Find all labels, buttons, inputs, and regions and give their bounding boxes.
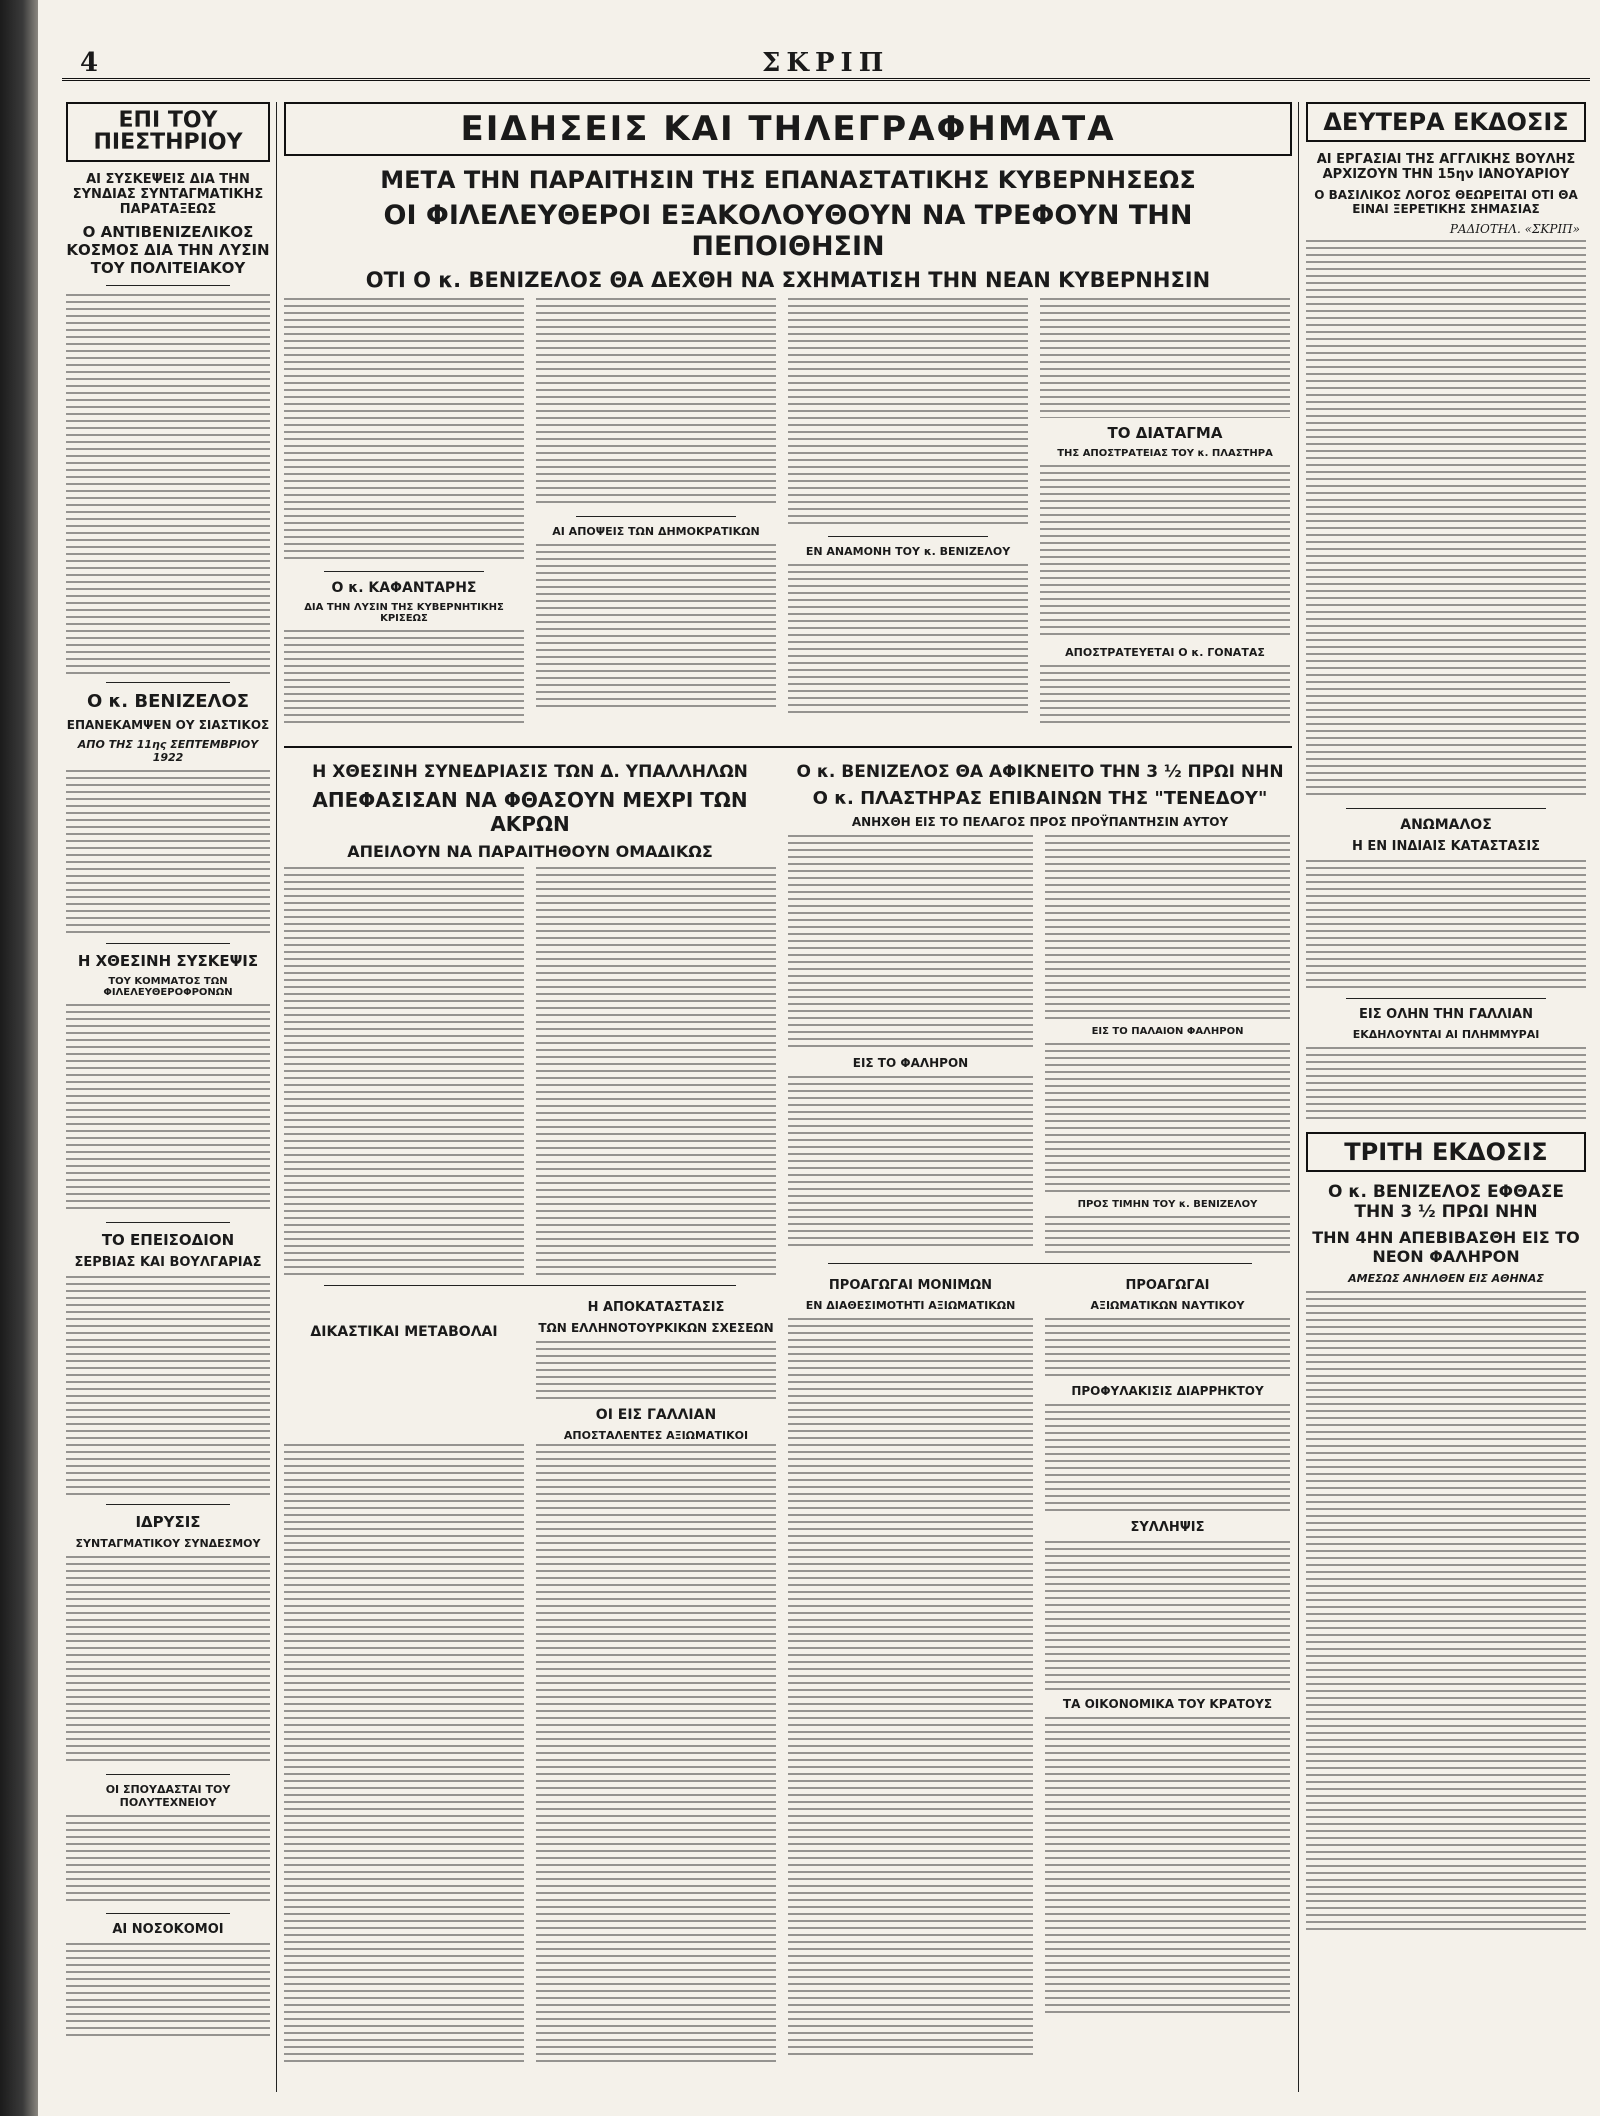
headline: ΑΙ ΣΥΣΚΕΨΕΙΣ ΔΙΑ ΤΗΝ ΣΥΝΔΙΑΣ ΣΥΝΤΑΓΜΑΤΙΚΗΣ ΠΑΡΑΤΑΞΕΩΣ xyxy=(72,172,264,217)
article-body xyxy=(284,298,524,563)
article-body xyxy=(66,1004,270,1214)
article-body xyxy=(66,1276,270,1496)
article-subheadline: ΑΠΕΙΛΟΥΝ ΝΑ ΠΑΡΑΙΤΗΘΟΥΝ ΟΜΑΔΙΚΩΣ xyxy=(347,842,713,861)
article-title: ΠΡΟΣ ΤΙΜΗΝ ΤΟΥ κ. ΒΕΝΙΖΕΛΟΥ xyxy=(1077,1199,1258,1210)
article-body xyxy=(1045,1541,1290,1691)
article-subtitle: ΑΠΟΣΤΑΛΕΝΤΕΣ ΑΞΙΩΜΑΤΙΚΟΙ xyxy=(563,1429,749,1442)
arrival-left xyxy=(788,835,1033,1255)
edition-box-title: ΤΡΙΤΗ ΕΚΔΟΣΙΣ xyxy=(1306,1132,1586,1172)
headline: Ο ΑΝΤΙΒΕΝΙΖΕΛΙΚΟΣ ΚΟΣΜΟΣ ΔΙΑ ΤΗΝ ΛΥΣΙΝ ΤΟΥ ΠΟΛΙΤΕΙΑΚΟΥ xyxy=(66,223,270,277)
article-title: ΑΙ ΑΠΟΨΕΙΣ ΤΩΝ ΔΗΜΟΚΡΑΤΙΚΩΝ xyxy=(552,525,760,538)
article-subtitle: ΣΕΡΒΙΑΣ ΚΑΙ ΒΟΥΛΓΑΡΙΑΣ xyxy=(74,1255,262,1270)
lead-column xyxy=(284,298,524,738)
article-title: ΤΟ ΕΠΕΙΣΟΔΙΟΝ xyxy=(101,1231,235,1249)
article-body xyxy=(536,544,776,709)
article-title: Η ΑΠΟΚΑΤΑΣΤΑΣΙΣ xyxy=(587,1300,725,1315)
article-body xyxy=(66,294,270,674)
article-title: ΤΑ ΟΙΚΟΝΟΜΙΚΑ ΤΟΥ ΚΡΑΤΟΥΣ xyxy=(1062,1697,1273,1711)
article-title: ΙΔΡΥΣΙΣ xyxy=(135,1513,201,1531)
edition-note: ΑΜΕΣΩΣ ΑΝΗΛΘΕΝ ΕΙΣ ΑΘΗΝΑΣ xyxy=(1348,1272,1544,1285)
newspaper-page xyxy=(62,30,1590,2100)
two-column-text xyxy=(788,1272,1292,2092)
article-body xyxy=(284,867,524,1277)
article-title: Η ΧΘΕΣΙΝΗ ΣΥΣΚΕΨΙΣ xyxy=(77,952,259,970)
article-title: ΟΙ ΕΙΣ ΓΑΛΛΙΑΝ xyxy=(595,1407,717,1423)
edition-subheadline: Ο ΒΑΣΙΛΙΚΟΣ ΛΟΓΟΣ ΘΕΩΡΕΙΤΑΙ ΟΤΙ ΘΑ ΕΙΝΑΙ ΞΕΡΕΤΙΚΗΣ ΣΗΜΑΣΙΑΣ xyxy=(1314,188,1578,216)
article-subtitle: ΤΟΥ ΚΟΜΜΑΤΟΣ ΤΩΝ ΦΙΛΕΛΕΥΘΕΡΟΦΡΟΝΩΝ xyxy=(103,976,233,998)
relations-heading xyxy=(536,1294,776,1448)
article-body xyxy=(536,1341,776,1401)
article-title: ΣΥΛΛΗΨΙΣ xyxy=(1130,1520,1205,1535)
binding-shadow xyxy=(0,0,38,2116)
article-body xyxy=(1045,1404,1290,1514)
edition-subheadline: ΤΗΝ 4ΗΝ ΑΠΕΒΙΒΑΣΘΗ ΕΙΣ ΤΟ ΝΕΟΝ ΦΑΛΗΡΟΝ xyxy=(1312,1228,1580,1266)
arrival-block xyxy=(788,756,1292,2076)
two-column-headings xyxy=(284,1294,776,1442)
article-body xyxy=(536,298,776,508)
article-subtitle: ΕΚΔΗΛΟΥΝΤΑΙ ΑΙ ΠΛΗΜΜΥΡΑΙ xyxy=(1352,1028,1540,1041)
lead-story xyxy=(284,298,1292,738)
column-box-title: ΕΠΙ ΤΟΥ ΠΙΕΣΤΗΡΙΟΥ xyxy=(66,102,270,162)
article-title: Ο κ. ΚΑΦΑΝΤΑΡΗΣ xyxy=(331,580,477,596)
lead-column xyxy=(1040,298,1290,738)
article-title: ΕΝ ΑΝΑΜΟΝΗ ΤΟΥ κ. ΒΕΝΙΖΕΛΟΥ xyxy=(805,545,1011,558)
article-body xyxy=(536,1444,776,2064)
article-body xyxy=(788,1318,1033,2058)
promotions-column xyxy=(788,1272,1033,2092)
article-body xyxy=(536,867,776,1277)
judicial-heading xyxy=(284,1294,524,1346)
article-body xyxy=(788,1076,1033,1251)
article-body xyxy=(66,1815,270,1905)
page-number: 4 xyxy=(80,48,99,78)
article-dateline: ΑΠΟ ΤΗΣ 11ης ΣΕΠΤΕΜΒΡΙΟΥ 1922 xyxy=(77,738,259,764)
article-subtitle: ΕΠΑΝΕΚΑΜΨΕΝ ΟΥ ΣΙΑΣΤΙΚΟΣ xyxy=(66,718,270,732)
two-column-text xyxy=(284,867,776,1277)
article-body xyxy=(1045,1043,1290,1193)
article-title: ΕΙΣ ΤΟ ΦΑΛΗΡΟΝ xyxy=(852,1056,969,1070)
article-body xyxy=(1306,1047,1586,1122)
lead-column xyxy=(536,298,776,738)
column-rule xyxy=(276,102,277,2092)
byline: ΡΑΔΙΟΤΗΛ. «ΣΚΡΙΠ» xyxy=(1449,222,1580,236)
article-body xyxy=(788,564,1028,714)
article-kicker: Η ΧΘΕΣΙΝΗ ΣΥΝΕΔΡΙΑΣΙΣ ΤΩΝ Δ. ΥΠΑΛΛΗΛΩΝ xyxy=(312,762,748,782)
left-column xyxy=(66,102,270,2038)
lower-center xyxy=(284,756,1292,2076)
lead-column xyxy=(788,298,1028,738)
article-body xyxy=(66,770,270,935)
section-title: ΕΙΔΗΣΕΙΣ ΚΑΙ ΤΗΛΕΓΡΑΦΗΜΑΤΑ xyxy=(284,102,1292,156)
article-subtitle: ΤΩΝ ΕΛΛΗΝΟΤΟΥΡΚΙΚΩΝ ΣΧΕΣΕΩΝ xyxy=(538,1321,774,1335)
article-title: ΕΙΣ ΤΟ ΠΑΛΑΙΟΝ ΦΑΛΗΡΟΝ xyxy=(1091,1026,1244,1037)
article-title: ΠΡΟΑΓΩΓΑΙ xyxy=(1125,1278,1210,1293)
right-column xyxy=(1306,102,1586,1931)
article-title: Ο κ. ΒΕΝΙΖΕΛΟΣ xyxy=(86,691,250,712)
article-body xyxy=(1045,835,1290,1020)
section-rule xyxy=(284,746,1292,748)
naval-column xyxy=(1045,1272,1290,2092)
article-body xyxy=(1040,298,1290,418)
article-title: ΑΠΟΣΤΡΑΤΕΥΕΤΑΙ Ο κ. ΓΟΝΑΤΑΣ xyxy=(1065,646,1265,659)
lead-kicker: ΜΕΤΑ ΤΗΝ ΠΑΡΑΙΤΗΣΙΝ ΤΗΣ ΕΠΑΝΑΣΤΑΤΙΚΗΣ ΚΥΒΕΡΝΗΣΕΩΣ xyxy=(380,166,1196,194)
masthead-rule xyxy=(62,78,1590,81)
article-subheadline: ΑΝΗΧΘΗ ΕΙΣ ΤΟ ΠΕΛΑΓΟΣ ΠΡΟΣ ΠΡΟΫΠΑΝΤΗΣΙΝ ΑΥΤΟΥ xyxy=(851,815,1229,829)
lead-subheadline: ΟΤΙ Ο κ. ΒΕΝΙΖΕΛΟΣ ΘΑ ΔΕΧΘΗ ΝΑ ΣΧΗΜΑΤΙΣΗ ΤΗΝ ΝΕΑΝ ΚΥΒΕΡΝΗΣΙΝ xyxy=(365,268,1211,292)
article-body xyxy=(1306,860,1586,990)
article-body xyxy=(788,298,1028,528)
article-body xyxy=(66,1556,270,1766)
article-body xyxy=(1045,1717,1290,2017)
article-body xyxy=(788,835,1033,1050)
article-subtitle: ΔΙΑ ΤΗΝ ΛΥΣΙΝ ΤΗΣ ΚΥΒΕΡΝΗΤΙΚΗΣ ΚΡΙΣΕΩΣ xyxy=(304,602,504,624)
article-title: ΕΙΣ ΟΛΗΝ ΤΗΝ ΓΑΛΛΙΑΝ xyxy=(1359,1007,1533,1022)
article-title: ΤΟ ΔΙΑΤΑΓΜΑ xyxy=(1107,424,1223,442)
article-subtitle: ΣΥΝΤΑΓΜΑΤΙΚΟΥ ΣΥΝΔΕΣΜΟΥ xyxy=(75,1537,261,1550)
newspaper-name: ΣΚΡΙΠ xyxy=(762,48,890,78)
article-title: ΑΝΩΜΑΛΟΣ xyxy=(1400,817,1492,833)
column-rule xyxy=(1298,102,1299,2092)
article-subtitle: ΤΗΣ ΑΠΟΣΤΡΑΤΕΙΑΣ ΤΟΥ κ. ΠΛΑΣΤΗΡΑ xyxy=(1057,448,1273,459)
arrival-right xyxy=(1045,835,1290,1255)
article-subtitle: Η ΕΝ ΙΝΔΙΑΙΣ ΚΑΤΑΣΤΑΣΙΣ xyxy=(1351,839,1541,854)
article-headline: Ο κ. ΠΛΑΣΤΗΡΑΣ ΕΠΙΒΑΙΝΩΝ ΤΗΣ "ΤΕΝΕΔΟΥ" xyxy=(812,788,1268,809)
two-column-text xyxy=(284,1444,776,2064)
article-body xyxy=(1306,240,1586,800)
article-title: ΟΙ ΣΠΟΥΔΑΣΤΑΙ ΤΟΥ ΠΟΛΥΤΕΧΝΕΙΟΥ xyxy=(105,1783,231,1809)
article-body xyxy=(1306,1291,1586,1931)
article-body xyxy=(1040,665,1290,727)
article-subtitle: ΕΝ ΔΙΑΘΕΣΙΜΟΤΗΤΙ ΑΞΙΩΜΑΤΙΚΩΝ xyxy=(805,1299,1016,1312)
article-subtitle: ΑΞΙΩΜΑΤΙΚΩΝ ΝΑΥΤΙΚΟΥ xyxy=(1090,1299,1245,1312)
article-body xyxy=(284,630,524,725)
two-column-text xyxy=(788,835,1292,1255)
article-title: ΑΙ ΝΟΣΟΚΟΜΟΙ xyxy=(112,1922,224,1937)
edition-box-title: ΔΕΥΤΕΡΑ ΕΚΔΟΣΙΣ xyxy=(1306,102,1586,142)
masthead xyxy=(62,48,1590,88)
edition-headline: Ο κ. ΒΕΝΙΖΕΛΟΣ ΕΦΘΑΣΕ ΤΗΝ 3 ½ ΠΡΩΙ ΝΗΝ xyxy=(1328,1182,1564,1222)
article-body xyxy=(1045,1216,1290,1256)
article-body xyxy=(284,1444,524,2064)
edition-headline: ΑΙ ΕΡΓΑΣΙΑΙ ΤΗΣ ΑΓΓΛΙΚΗΣ ΒΟΥΛΗΣ ΑΡΧΙΖΟΥΝ ΤΗΝ 15ην ΙΑΝΟΥΑΡΙΟΥ xyxy=(1316,152,1576,182)
article-body xyxy=(1045,1318,1290,1378)
lead-headline: ΟΙ ΦΙΛΕΛΕΥΘΕΡΟΙ ΕΞΑΚΟΛΟΥΘΟΥΝ ΝΑ ΤΡΕΦΟΥΝ ΤΗΝ ΠΕΠΟΙΘΗΣΙΝ xyxy=(383,200,1193,262)
article-kicker: Ο κ. ΒΕΝΙΖΕΛΟΣ ΘΑ ΑΦΙΚΝΕΙΤΟ ΤΗΝ 3 ½ ΠΡΩΙ ΝΗΝ xyxy=(796,762,1284,782)
article-headline: ΑΠΕΦΑΣΙΣΑΝ ΝΑ ΦΘΑΣΟΥΝ ΜΕΧΡΙ ΤΩΝ ΑΚΡΩΝ xyxy=(312,788,748,836)
center-area xyxy=(284,102,1292,2076)
article-title: ΠΡΟΦΥΛΑΚΙΣΙΣ ΔΙΑΡΡΗΚΤΟΥ xyxy=(1071,1384,1264,1398)
employees-block xyxy=(284,756,776,2076)
article-title: ΠΡΟΑΓΩΓΑΙ ΜΟΝΙΜΩΝ xyxy=(828,1278,993,1293)
article-body xyxy=(1040,465,1290,640)
article-body xyxy=(66,1943,270,2038)
article-title: ΔΙΚΑΣΤΙΚΑΙ ΜΕΤΑΒΟΛΑΙ xyxy=(310,1324,498,1340)
